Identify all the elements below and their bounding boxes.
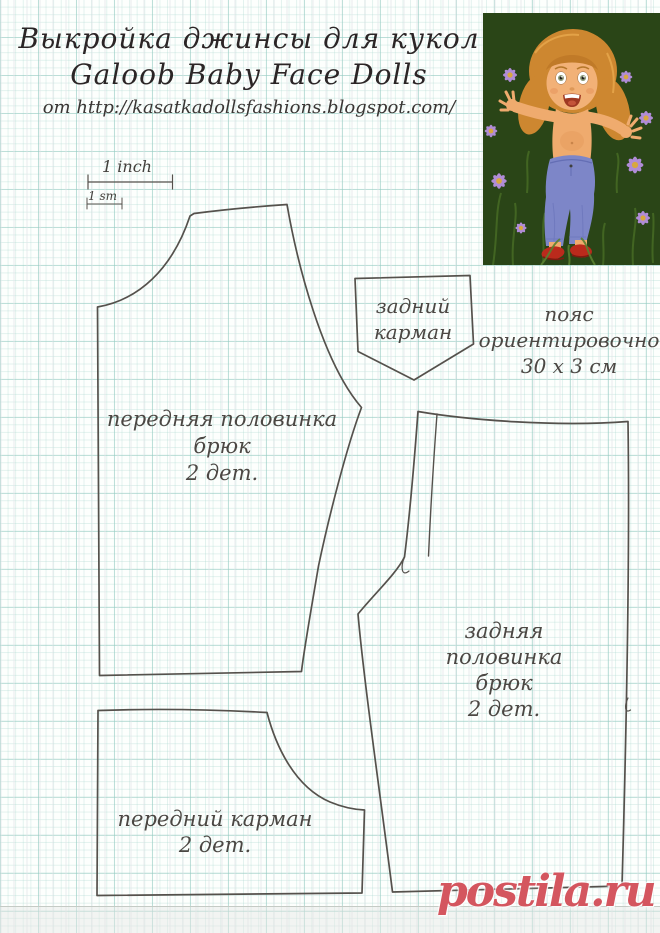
label-line: брюк xyxy=(193,434,251,458)
back-half-label xyxy=(410,618,598,722)
source-url-text: от http://kasatkadollsfashions.blogspot.com/ xyxy=(42,97,456,118)
label-line: карман xyxy=(373,320,453,344)
cm-scale-label: 1 sm xyxy=(88,189,117,203)
label-line: передняя половинка xyxy=(106,407,338,431)
label-line: 2 дет. xyxy=(178,833,252,857)
waistband-note-label xyxy=(478,301,660,379)
doll-photo xyxy=(483,13,660,265)
back-pocket-label xyxy=(352,293,474,345)
inch-scale-label: 1 inch xyxy=(102,157,152,176)
inch-scale-ruler xyxy=(88,175,173,189)
label-line: ориентировочно xyxy=(478,328,660,352)
front-pocket-outline xyxy=(97,709,365,895)
label-line: задняя половинка xyxy=(445,619,563,669)
label-line: 2 дет. xyxy=(185,461,259,485)
title-block xyxy=(10,22,488,118)
doll-photo-image xyxy=(483,13,660,265)
watermark: postila.ru xyxy=(437,866,655,917)
label-line: задний xyxy=(375,294,451,318)
label-line: брюк xyxy=(475,671,533,695)
label-line: передний карман xyxy=(117,807,313,831)
back-half-seam-hook xyxy=(402,557,409,573)
label-line: 30 х 3 см xyxy=(520,354,618,378)
page-title-ru: Выкройка джинсы для кукол xyxy=(18,22,480,55)
label-line: пояс xyxy=(544,302,594,326)
front-half-label xyxy=(103,406,341,487)
label-line: 2 дет. xyxy=(467,697,541,721)
back-half-seam-line xyxy=(429,414,438,556)
page-title-en: Galoob Baby Face Dolls xyxy=(70,58,428,91)
front-pocket-label xyxy=(108,806,322,858)
